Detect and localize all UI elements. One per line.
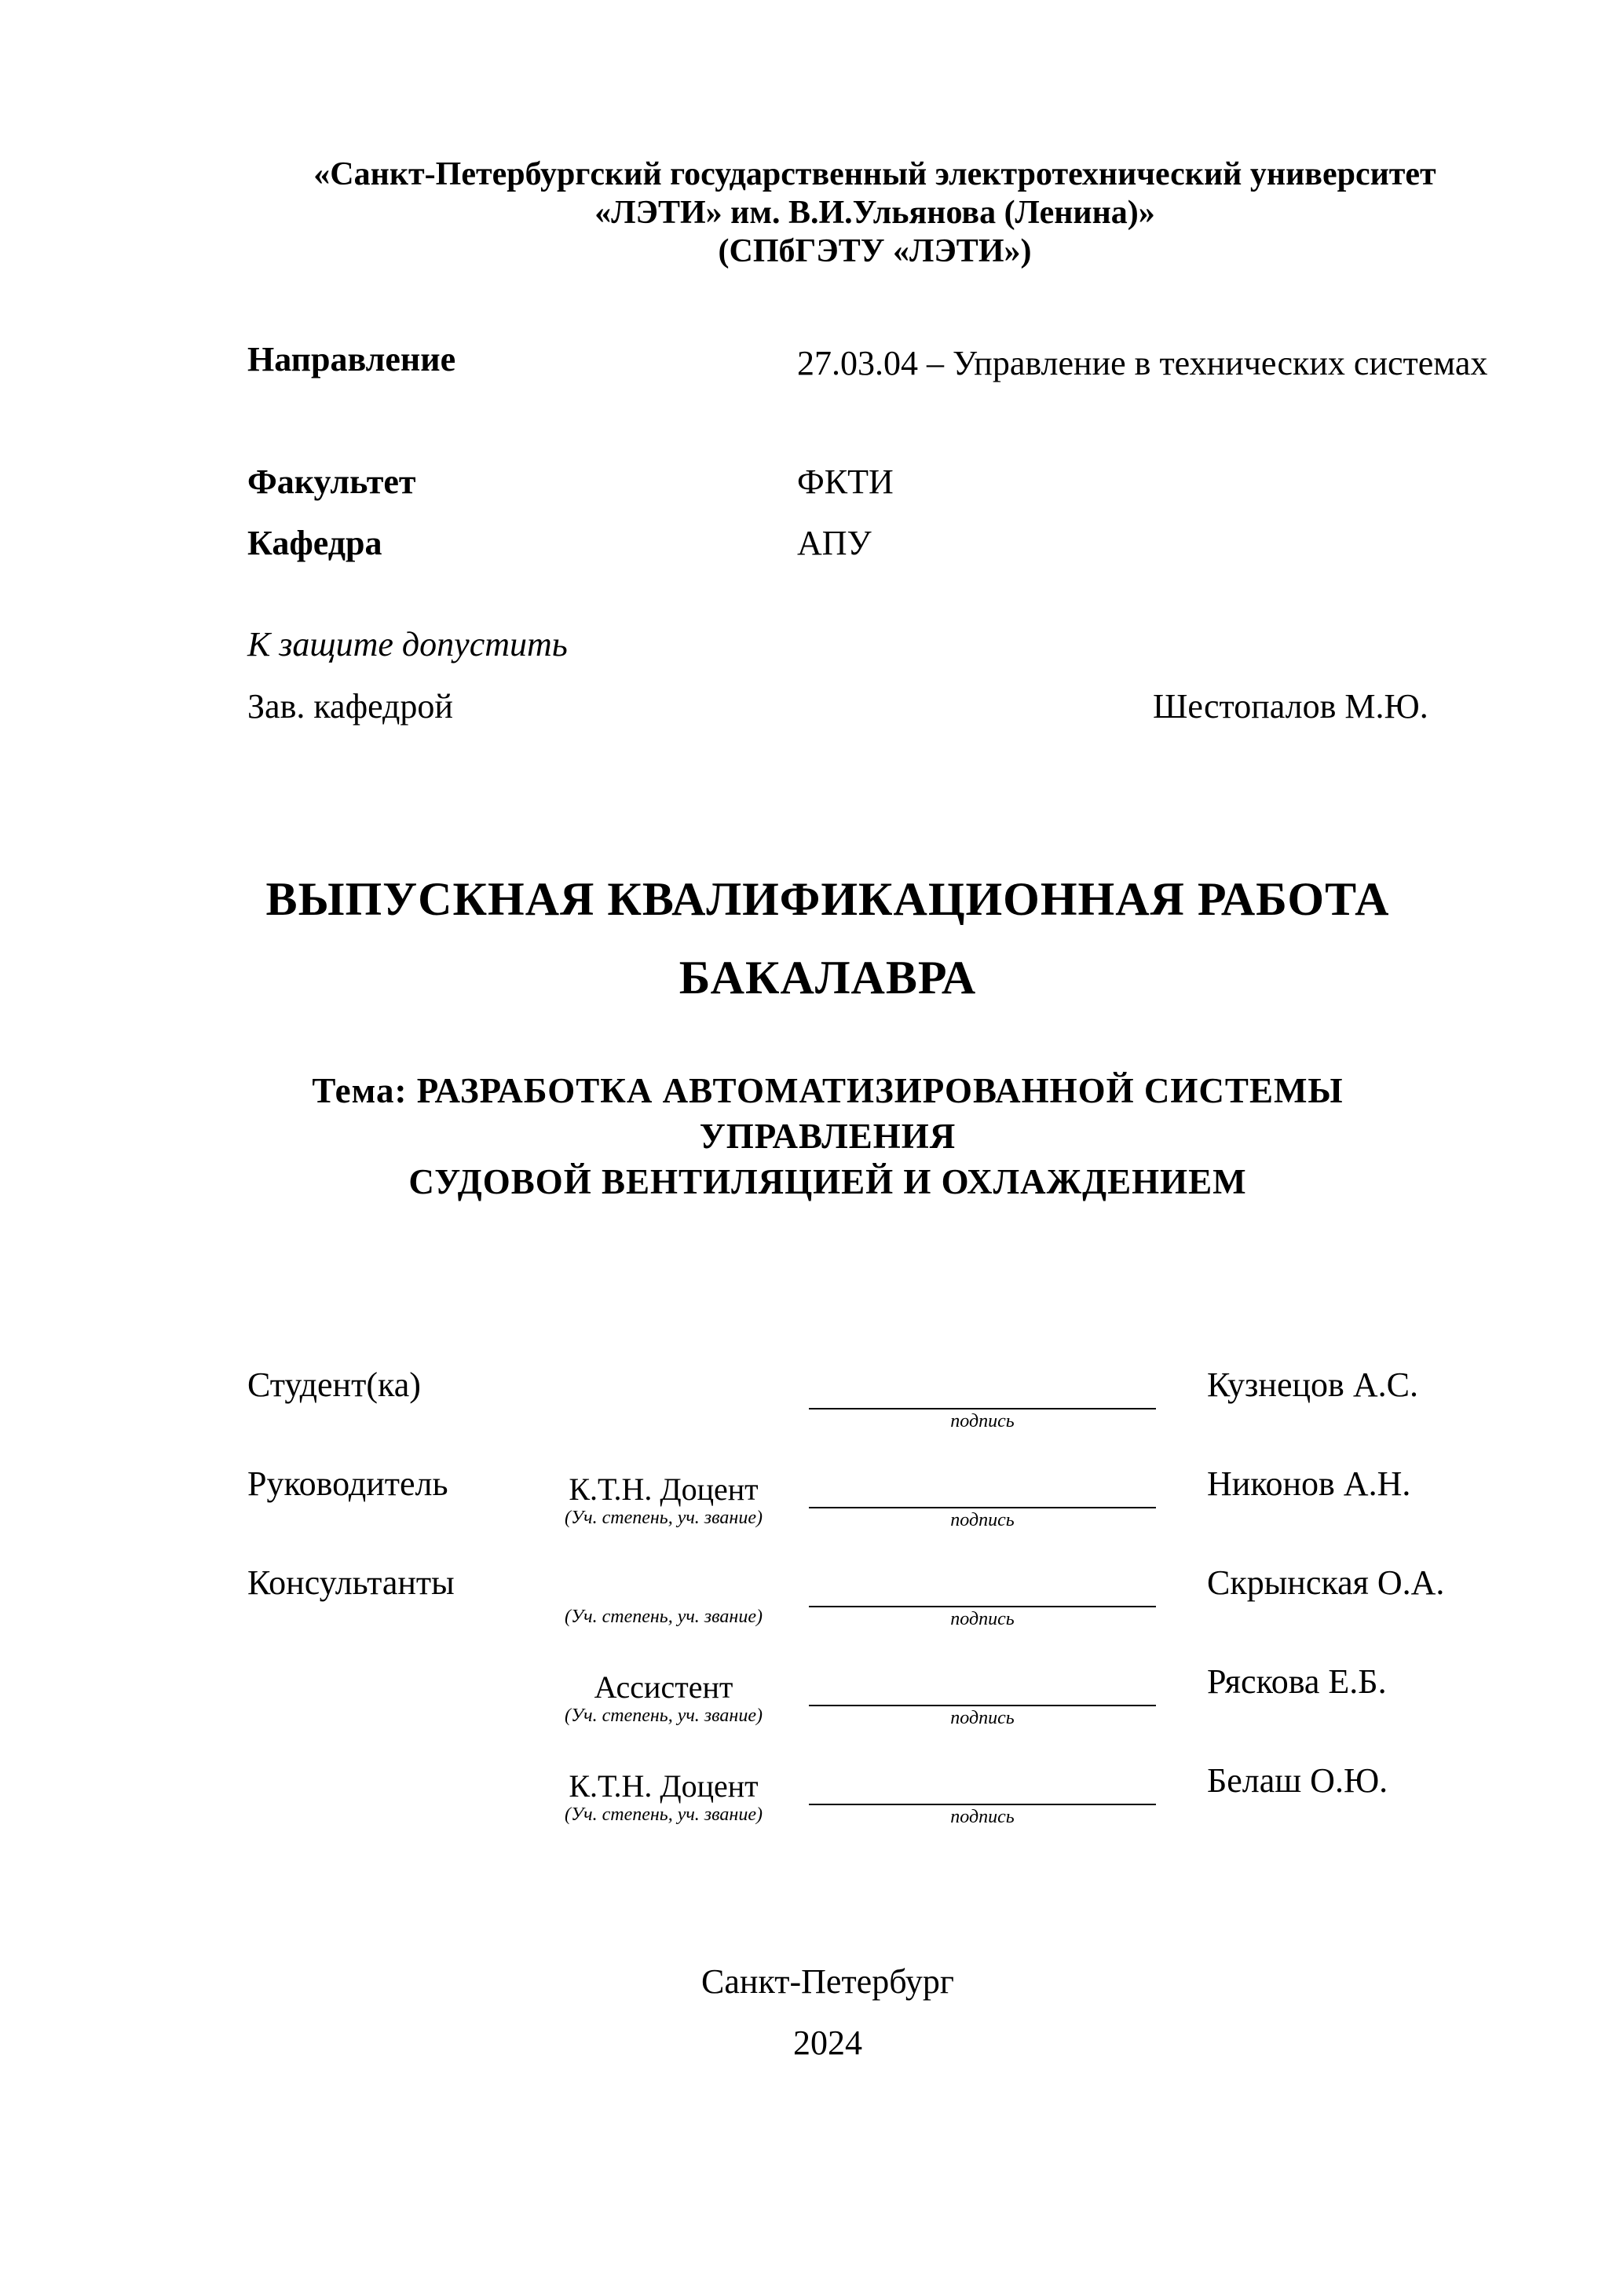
work-theme <box>0 1068 1624 1205</box>
university-name-line1: «Санкт-Петербургский государственный электротехнический университет <box>313 156 1436 192</box>
signature-caption: подпись <box>950 1510 1015 1530</box>
university-header <box>0 155 1624 271</box>
degree-consultant-3: К.Т.Н. Доцент <box>569 1768 759 1804</box>
name-consultant-3: Белаш О.Ю. <box>1207 1761 1388 1800</box>
signature-line <box>809 1408 1156 1409</box>
footer-city: Санкт-Петербург <box>701 1962 954 2001</box>
signature-line <box>809 1507 1156 1508</box>
university-abbreviation: (СПбГЭТУ «ЛЭТИ») <box>718 233 1032 269</box>
signature-line <box>809 1804 1156 1805</box>
signature-caption: подпись <box>950 1411 1015 1431</box>
direction-value: 27.03.04 – Управление в технических системах <box>797 344 1488 382</box>
degree-caption: (Уч. степень, уч. звание) <box>565 1706 763 1726</box>
role-consultants: Консультанты <box>247 1563 455 1602</box>
signature-line <box>809 1606 1156 1607</box>
signature-line <box>809 1705 1156 1706</box>
work-theme-line3: СУДОВОЙ ВЕНТИЛЯЦИЕЙ И ОХЛАЖДЕНИЕМ <box>408 1162 1247 1201</box>
work-theme-line1: Тема: РАЗРАБОТКА АВТОМАТИЗИРОВАННОЙ СИСТЕМЫ <box>312 1071 1344 1110</box>
degree-consultant-2: Ассистент <box>594 1669 733 1705</box>
head-of-department-label: Зав. кафедрой <box>247 687 453 726</box>
degree-caption: (Уч. степень, уч. звание) <box>565 1508 763 1528</box>
faculty-value: ФКТИ <box>797 462 894 501</box>
admit-to-defense: К защите допустить <box>247 625 568 664</box>
work-title-line1: ВЫПУСКНАЯ КВАЛИФИКАЦИОННАЯ РАБОТА <box>265 873 1390 925</box>
footer-year: 2024 <box>793 2024 862 2062</box>
name-consultant-2: Ряскова Е.Б. <box>1207 1662 1387 1701</box>
department-label: Кафедра <box>247 524 382 562</box>
degree-supervisor: К.Т.Н. Доцент <box>569 1472 759 1507</box>
signature-caption: подпись <box>950 1708 1015 1728</box>
degree-caption: (Уч. степень, уч. звание) <box>565 1607 763 1627</box>
work-title-line2: БАКАЛАВРА <box>678 952 977 1004</box>
faculty-label: Факультет <box>247 462 416 501</box>
head-of-department-name: Шестопалов М.Ю. <box>1153 687 1428 726</box>
department-value: АПУ <box>797 524 872 562</box>
signature-caption: подпись <box>950 1807 1015 1827</box>
name-consultant-1: Скрынская О.А. <box>1207 1563 1445 1602</box>
role-student: Студент(ка) <box>247 1366 421 1404</box>
role-supervisor: Руководитель <box>247 1464 448 1503</box>
degree-caption: (Уч. степень, уч. звание) <box>565 1804 763 1825</box>
university-name-line2: «ЛЭТИ» им. В.И.Ульянова (Ленина)» <box>594 195 1155 231</box>
name-student: Кузнецов А.С. <box>1207 1366 1418 1404</box>
work-title <box>0 860 1624 1017</box>
signature-caption: подпись <box>950 1609 1015 1629</box>
direction-label: Направление <box>247 340 456 378</box>
work-theme-line2: УПРАВЛЕНИЯ <box>699 1117 956 1156</box>
name-supervisor: Никонов А.Н. <box>1207 1464 1411 1503</box>
